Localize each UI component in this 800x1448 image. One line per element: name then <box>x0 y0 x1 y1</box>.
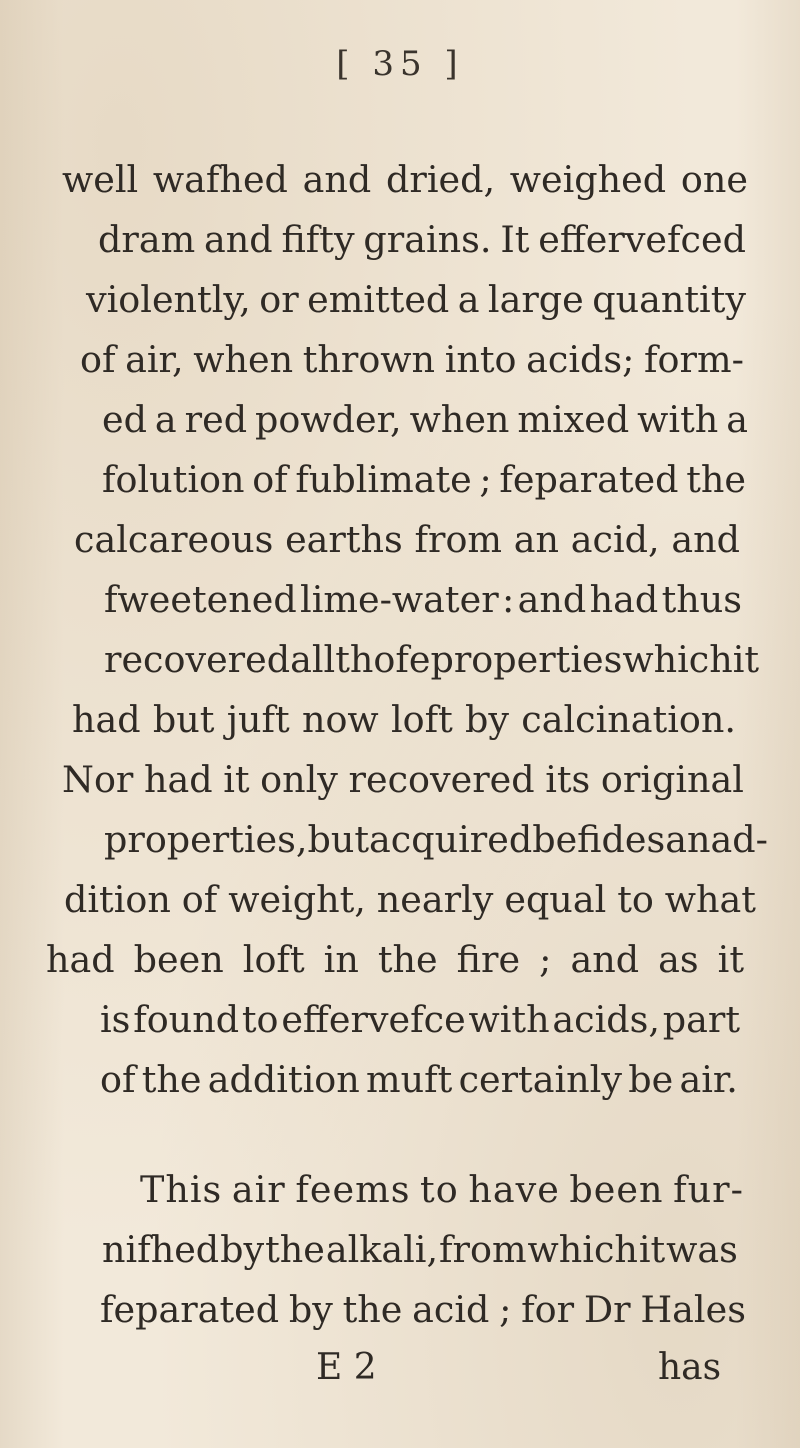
text-line-14-word: been <box>133 938 224 981</box>
text-line-10-word: now <box>301 698 379 741</box>
text-line-7 <box>74 518 740 562</box>
text-line-11-word: Nor <box>62 758 134 801</box>
text-line-15-word: with <box>468 998 550 1041</box>
text-line-14-word: the <box>377 938 438 981</box>
text-line-3-word: quantity <box>592 278 746 321</box>
text-line-14-word: fire <box>456 938 521 981</box>
text-line-14-word: and <box>570 938 640 981</box>
paragraph2-line-1-word: air <box>231 1168 286 1211</box>
paragraph2-line-1 <box>140 1168 744 1212</box>
text-line-10-word: calcination. <box>521 698 736 741</box>
text-line-16-word: air. <box>679 1058 738 1101</box>
paragraph2-line-3-word: for <box>521 1288 575 1331</box>
text-line-7-word: calcareous <box>74 518 274 561</box>
text-line-11 <box>62 758 744 802</box>
text-line-4-word: form- <box>644 338 744 381</box>
text-line-15-word: is <box>100 998 131 1041</box>
text-line-8-word: lime-water <box>300 578 499 621</box>
text-line-12-word: ad- <box>710 818 768 861</box>
text-line-5-word: ed <box>102 398 147 441</box>
text-line-12-word: properties, <box>104 818 308 861</box>
text-line-12 <box>104 818 768 862</box>
text-line-13-word: nearly <box>376 878 494 921</box>
paragraph2-line-2-word: by <box>220 1228 265 1271</box>
text-line-2-word: grains. <box>363 218 492 261</box>
text-line-16-word: muft <box>366 1058 453 1101</box>
text-line-8-word: : <box>501 578 515 621</box>
text-line-13-word: to <box>617 878 654 921</box>
text-line-12-word: an <box>665 818 711 861</box>
text-line-13-word: dition <box>64 878 171 921</box>
text-line-13-word: what <box>664 878 756 921</box>
paragraph2-line-3 <box>100 1288 746 1332</box>
text-line-14-word: it <box>717 938 744 981</box>
text-line-6-word: of <box>252 458 288 501</box>
text-line-12-word: befides <box>532 818 666 861</box>
text-line-6-word: ; <box>479 458 492 501</box>
text-line-11-word: it <box>223 758 250 801</box>
paragraph2-line-2-word: nifhed <box>102 1228 220 1271</box>
text-line-9-word: properties <box>430 638 623 681</box>
paragraph2-line-3-word: Dr <box>583 1288 631 1331</box>
text-line-3-word: emitted <box>307 278 450 321</box>
text-line-6 <box>102 458 746 502</box>
text-line-10-word: by <box>465 698 510 741</box>
text-line-5-word: when <box>409 398 510 441</box>
text-line-11-word: only <box>260 758 338 801</box>
text-line-8-word: and <box>517 578 587 621</box>
text-line-12-word: acquired <box>369 818 533 861</box>
paragraph2-line-3-word: Hales <box>640 1288 746 1331</box>
text-line-2-word: fifty <box>281 218 355 261</box>
paragraph2-line-2-word: from <box>439 1228 527 1271</box>
text-line-4-word: when <box>193 338 294 381</box>
text-line-15-word: to <box>241 998 279 1041</box>
text-line-5-word: mixed <box>517 398 630 441</box>
text-line-2 <box>98 218 746 262</box>
text-line-13 <box>64 878 756 922</box>
paragraph2-line-1-word: have <box>468 1168 560 1211</box>
text-line-14-word: as <box>658 938 699 981</box>
text-line-12-word: but <box>307 818 370 861</box>
paragraph2-line-2-word: was <box>666 1228 738 1271</box>
paragraph2-line-1-word: to <box>420 1168 459 1211</box>
text-line-3-word: or <box>259 278 299 321</box>
text-line-9-word: which <box>622 638 733 681</box>
paragraph2-line-3-word: ; <box>499 1288 512 1331</box>
text-line-5-word: with <box>637 398 719 441</box>
text-line-9-word: it <box>732 638 760 681</box>
text-line-1-word: dried, <box>386 158 496 201</box>
text-line-2-word: effervefced <box>538 218 746 261</box>
paragraph2-line-2-word: the <box>265 1228 325 1271</box>
paragraph2-line-1-word: feems <box>295 1168 411 1211</box>
text-line-9-word: recovered <box>104 638 291 681</box>
text-line-8-word: had <box>589 578 659 621</box>
text-line-13-word: weight, <box>228 878 366 921</box>
text-line-14-word: in <box>323 938 359 981</box>
paragraph2-line-2-word: alkali, <box>325 1228 439 1271</box>
text-line-1-word: weighed <box>509 158 667 201</box>
text-line-8 <box>104 578 742 622</box>
text-line-16-word: certainly <box>458 1058 622 1101</box>
paragraph2-line-2-word: it <box>638 1228 666 1271</box>
page-number: [ 35 ] <box>336 44 464 84</box>
paragraph2-line-3-word: acid <box>412 1288 490 1331</box>
text-line-9-word: thofe <box>335 638 431 681</box>
text-line-3-word: large <box>487 278 584 321</box>
text-line-8-word: fweetened <box>104 578 297 621</box>
text-line-6-word: folution <box>102 458 245 501</box>
paragraph2-line-1-word: fur- <box>673 1168 744 1211</box>
text-line-14-word: had <box>46 938 115 981</box>
text-line-2-word: It <box>500 218 530 261</box>
paragraph2-line-2-word: which <box>527 1228 638 1271</box>
text-line-5-word: red <box>184 398 248 441</box>
text-line-6-word: the <box>686 458 746 501</box>
text-line-5-word: powder, <box>255 398 402 441</box>
text-line-11-word: had <box>143 758 213 801</box>
text-line-15-word: part <box>662 998 740 1041</box>
text-line-2-word: and <box>204 218 273 261</box>
text-line-11-word: original <box>600 758 744 801</box>
text-line-10 <box>72 698 736 742</box>
text-line-10-word: but <box>152 698 215 741</box>
text-line-15-word: found <box>133 998 240 1041</box>
text-line-11-word: recovered <box>348 758 535 801</box>
text-line-9-word: all <box>290 638 336 681</box>
text-line-10-word: juft <box>226 698 290 741</box>
text-line-7-word: an <box>513 518 560 561</box>
text-line-5-word: a <box>154 398 177 441</box>
text-line-7-word: acid, <box>570 518 660 561</box>
paragraph2-line-3-word: by <box>288 1288 333 1331</box>
text-line-1 <box>62 158 748 202</box>
text-line-4-word: air, <box>125 338 184 381</box>
text-line-4 <box>80 338 744 382</box>
text-line-14-word: loft <box>242 938 305 981</box>
text-line-4-word: acids; <box>526 338 635 381</box>
paragraph2-line-3-word: feparated <box>100 1288 280 1331</box>
paragraph2-line-1-word: been <box>569 1168 664 1211</box>
text-line-3-word: a <box>457 278 480 321</box>
text-line-1-word: well <box>62 158 139 201</box>
text-line-10-word: loft <box>390 698 453 741</box>
text-line-3 <box>86 278 746 322</box>
text-line-11-word: its <box>545 758 591 801</box>
text-line-16-word: be <box>628 1058 674 1101</box>
text-line-2-word: dram <box>98 218 196 261</box>
text-line-13-word: of <box>181 878 218 921</box>
text-line-14-word: ; <box>539 938 552 981</box>
text-line-6-word: fublimate <box>295 458 472 501</box>
paragraph2-line-3-word: the <box>342 1288 403 1331</box>
text-line-16 <box>100 1058 738 1102</box>
text-line-1-word: one <box>680 158 748 201</box>
text-line-15-word: effervefce <box>281 998 466 1041</box>
text-line-4-word: of <box>80 338 116 381</box>
text-line-16-word: of <box>100 1058 136 1101</box>
text-line-1-word: and <box>302 158 372 201</box>
text-line-3-word: violently, <box>86 278 251 321</box>
text-line-6-word: feparated <box>499 458 679 501</box>
text-line-7-word: from <box>414 518 503 561</box>
text-line-14 <box>46 938 744 982</box>
text-line-5-word: a <box>726 398 748 441</box>
text-line-10-word: had <box>72 698 141 741</box>
text-line-7-word: and <box>671 518 740 561</box>
text-line-15-word: acids, <box>552 998 660 1041</box>
text-line-8-word: thus <box>661 578 742 621</box>
text-line-5 <box>102 398 748 442</box>
text-line-7-word: earths <box>285 518 403 561</box>
text-line-9 <box>104 638 760 682</box>
signature-mark: E 2 <box>316 1347 377 1388</box>
paragraph2-line-1-word: This <box>140 1168 223 1211</box>
text-line-13-word: equal <box>504 878 607 921</box>
text-line-15 <box>100 998 740 1042</box>
paragraph2-line-2 <box>102 1228 738 1272</box>
text-line-1-word: wafhed <box>152 158 288 201</box>
catchword: has <box>658 1347 722 1388</box>
text-line-4-word: into <box>444 338 517 381</box>
text-line-16-word: addition <box>207 1058 360 1101</box>
text-line-4-word: thrown <box>302 338 436 381</box>
text-line-16-word: the <box>141 1058 202 1101</box>
